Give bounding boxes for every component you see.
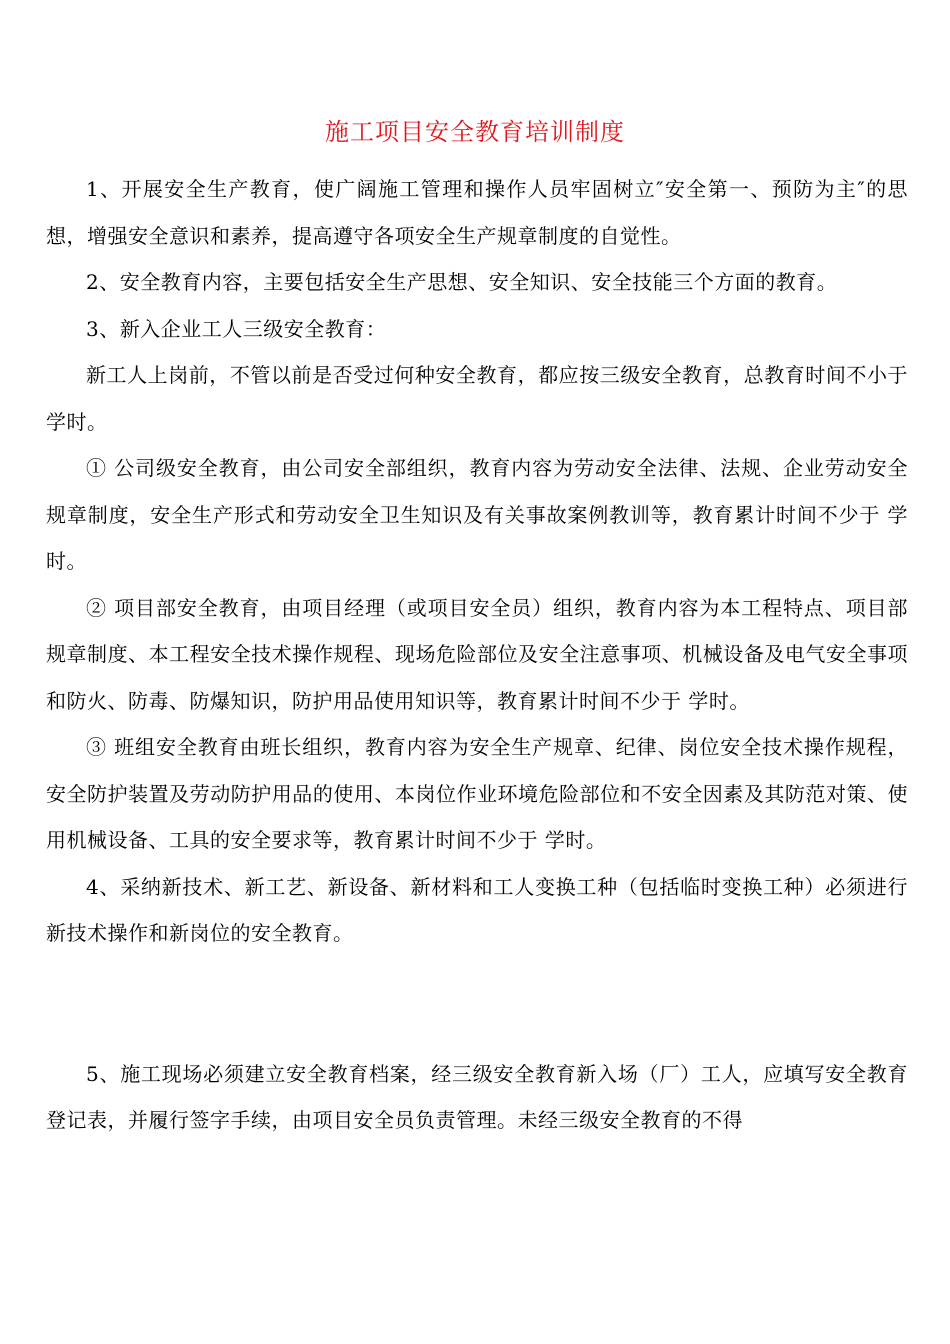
paragraph-3-intro: 新工人上岗前，不管以前是否受过何种安全教育，都应按三级安全教育，总教育时间不小于 学时。	[46, 363, 908, 434]
paragraph-2: 2、安全教育内容，主要包括安全生产思想、安全知识、安全技能三个方面的教育。	[86, 270, 838, 294]
paragraph-4: 4、采纳新技术、新工艺、新设备、新材料和工人变换工种（包括临时变换工种）必须进行新技术操作和新岗位的安全教育。	[46, 874, 908, 945]
paragraph-3-item-2: ② 项目部安全教育，由项目经理（或项目安全员）组织，教育内容为本工程特点、项目部规章制度、本工程安全技术操作规程、现场危险部位及安全注意事项、机械设备及电气安全事项和防火、防毒、防爆知识，防护用品使用知识等，教育累计时间不少于 学时。	[46, 595, 908, 713]
paragraph-5: 5、施工现场必须建立安全教育档案，经三级安全教育新入场（厂）工人，应填写安全教育登记表，并履行签字手续，由项目安全员负责管理。未经三级安全教育的不得	[46, 1061, 908, 1132]
document-body	[46, 166, 908, 1144]
document-title: 施工项目安全教育培训制度	[325, 118, 625, 146]
paragraph-1: 1、开展安全生产教育，使广阔施工管理和操作人员牢固树立″安全第一、预防为主″的思想，增强安全意识和素养，提高遵守各项安全生产规章制度的自觉性。	[46, 177, 908, 248]
paragraph-3-item-1: ① 公司级安全教育，由公司安全部组织，教育内容为劳动安全法律、法规、企业劳动安全规章制度，安全生产形式和劳动安全卫生知识及有关事故案例教训等，教育累计时间不少于 学时。	[46, 456, 908, 573]
blank-gap	[46, 957, 908, 1051]
paragraph-3-item-3: ③ 班组安全教育由班长组织，教育内容为安全生产规章、纪律、岗位安全技术操作规程，安全防护装置及劳动防护用品的使用、本岗位作业环境危险部位和不安全因素及其防范对策、使用机械设备、工具的安全要求等，教育累计时间不少于 学时。	[46, 735, 908, 852]
paragraph-3: 3、新入企业工人三级安全教育：	[86, 316, 387, 341]
